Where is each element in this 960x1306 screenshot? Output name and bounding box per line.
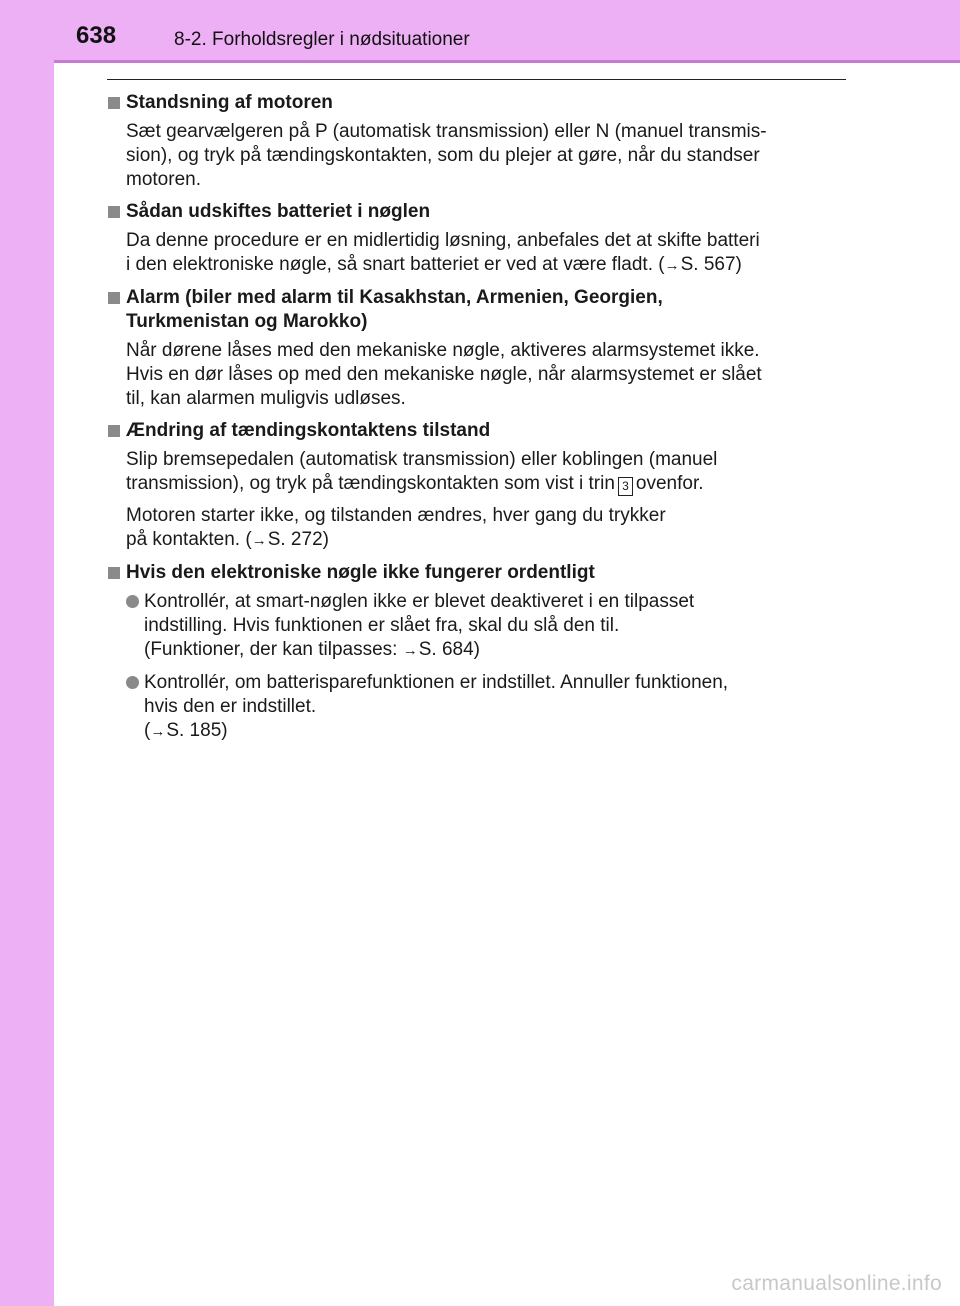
- list-item-text: [144, 671, 728, 744]
- body-line: Kontrollér, at smart-nøglen ikke er blevet deaktiveret i en tilpasset: [144, 591, 695, 612]
- square-bullet-icon: [108, 97, 120, 109]
- body-line: Motoren starter ikke, og tilstanden ændres, hver gang du trykker: [126, 505, 666, 526]
- square-bullet-icon: [108, 425, 120, 437]
- section-stopping-engine: [108, 91, 842, 192]
- section-title: 8-2. Forholdsregler i nødsituationer: [174, 29, 470, 50]
- watermark: carmanualsonline.info: [731, 1272, 942, 1295]
- heading-text: [126, 286, 663, 334]
- heading-text: Sådan udskiftes batteriet i nøglen: [126, 201, 431, 222]
- body-line: motoren.: [126, 169, 201, 190]
- arrow-right-icon: →: [150, 723, 166, 740]
- body-line: hvis den er indstillet.: [144, 696, 317, 717]
- circle-bullet-icon: [126, 676, 139, 689]
- body-text: (: [144, 720, 151, 741]
- list-item: [108, 590, 842, 663]
- section-heading: [108, 91, 842, 115]
- body-text: på kontakten. (: [126, 529, 252, 550]
- arrow-right-icon: →: [251, 532, 267, 549]
- body-text: (Funktioner, der kan tilpasses:: [144, 639, 403, 660]
- section-heading: [108, 286, 842, 334]
- section-body: [108, 448, 842, 553]
- body-text: transmission), og tryk på tændingskontakten som vist i trin: [126, 473, 615, 494]
- arrow-right-icon: →: [664, 257, 680, 274]
- heading-line: Alarm (biler med alarm til Kasakhstan, Armenien, Georgien,: [126, 287, 663, 308]
- section-alarm: [108, 286, 842, 411]
- body-line: Hvis en dør låses op med den mekaniske nøgle, når alarmsystemet er slået: [126, 364, 762, 385]
- section-body: [108, 120, 842, 192]
- heading-text: Hvis den elektroniske nøgle ikke fungerer ordentligt: [126, 562, 595, 583]
- body-text: ovenfor.: [635, 473, 704, 494]
- section-body: [108, 229, 842, 278]
- body-line: [144, 638, 694, 663]
- body-line: Da denne procedure er en midlertidig løsning, anbefales det at skifte batteri: [126, 230, 760, 251]
- page-reference-link[interactable]: S. 684): [418, 639, 481, 660]
- heading-text: Standsning af motoren: [126, 92, 333, 113]
- body-line: [126, 253, 842, 278]
- body-line: Kontrollér, om batterisparefunktionen er indstillet. Annuller funktionen,: [144, 672, 729, 693]
- step-number-badge: 3: [618, 477, 633, 496]
- list-item-text: [144, 590, 694, 663]
- heading-line: Turkmenistan og Marokko): [126, 311, 368, 332]
- body-line: [144, 719, 728, 744]
- sidebar-band: [0, 0, 54, 1306]
- section-heading: [108, 419, 842, 443]
- section-ignition-mode: [108, 419, 842, 553]
- square-bullet-icon: [108, 206, 120, 218]
- square-bullet-icon: [108, 567, 120, 579]
- page-reference-link[interactable]: S. 567): [680, 254, 742, 275]
- header-rule: [54, 60, 960, 63]
- page-reference-link[interactable]: S. 272): [267, 529, 329, 550]
- body-line: Slip bremsepedalen (automatisk transmission) eller koblingen (manuel: [126, 449, 718, 470]
- body-line: til, kan alarmen muligvis udløses.: [126, 388, 406, 409]
- section-heading: [108, 561, 842, 585]
- section-body: [108, 339, 842, 411]
- square-bullet-icon: [108, 292, 120, 304]
- section-heading: [108, 200, 842, 224]
- list-item: [108, 671, 842, 744]
- page-content: [108, 91, 842, 752]
- section-key-not-working: [108, 561, 842, 744]
- body-line: indstilling. Hvis funktionen er slået fra, skal du slå den til.: [144, 615, 620, 636]
- body-line: [126, 472, 842, 496]
- body-line: sion), og tryk på tændingskontakten, som du plejer at gøre, når du standser: [126, 145, 760, 166]
- body-line: Sæt gearvælgeren på P (automatisk transmission) eller N (manuel transmis-: [126, 121, 767, 142]
- circle-bullet-icon: [126, 595, 139, 608]
- page-reference-link[interactable]: S. 185): [166, 720, 228, 741]
- content-divider: [107, 79, 846, 80]
- body-line: Når dørene låses med den mekaniske nøgle, aktiveres alarmsystemet ikke.: [126, 340, 760, 361]
- page-number: 638: [76, 22, 117, 49]
- section-battery-replacement: [108, 200, 842, 278]
- header-band: [0, 0, 960, 60]
- body-text: i den elektroniske nøgle, så snart batteriet er ved at være fladt. (: [126, 254, 665, 275]
- heading-text: Ændring af tændingskontaktens tilstand: [126, 420, 491, 441]
- arrow-right-icon: →: [402, 642, 418, 659]
- body-line: [126, 528, 842, 553]
